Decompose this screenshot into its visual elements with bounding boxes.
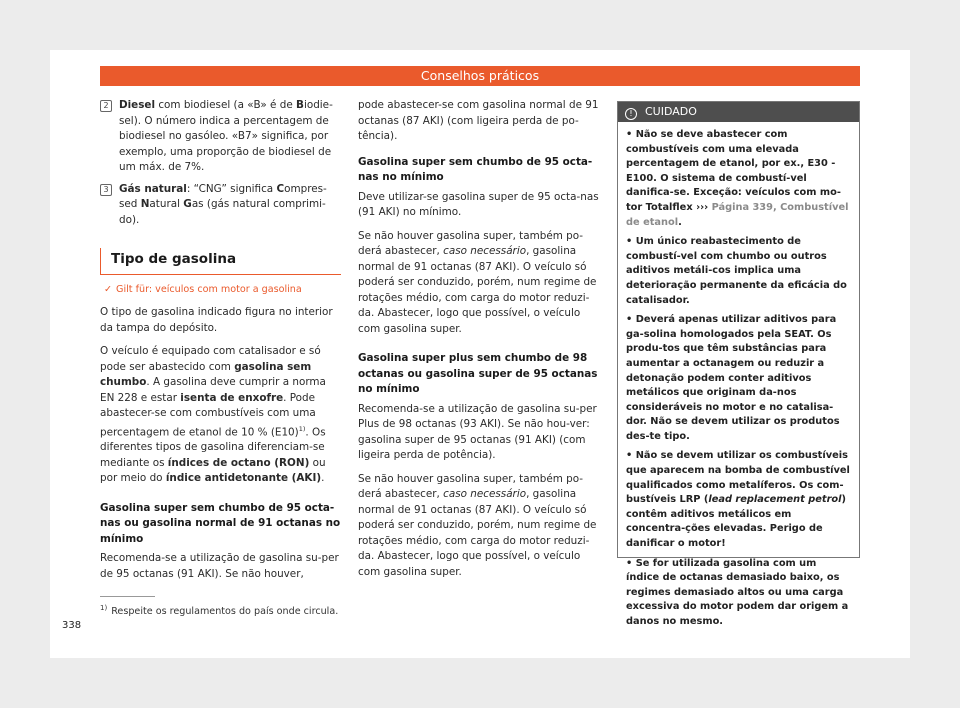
paragraph: Se não houver gasolina super, também po-derá abastecer, caso necessário, gasolina normal de 91 octanas (87 AKI). O veículo só poderá ser conduzido, porém, num regime de rotações médio, com carga do motor reduzi-da. Abastecer, logo que possível, o veículo com gasolina super. bbox=[358, 472, 597, 578]
caution-header bbox=[618, 102, 859, 122]
item-text: com biodiesel (a «B» é de bbox=[155, 99, 297, 111]
middle-column bbox=[358, 98, 601, 588]
paragraph: O veículo é equipado com catalisador e só pode ser abastecido com gasolina sem chumbo. A gasolina deve cumprir a norma EN 228 e estar isenta de enxofre. Pode abastecer-se com combustíveis com uma percentagem de etanol de 10 % $(E10)^{1)}$. Os diferentes tipos de gasolina diferenciam-se mediante os índices de octano (RON) ou por meio do índice antidetonante (AKI). bbox=[100, 345, 326, 485]
paragraph: Recomenda-se a utilização de gasolina su-per Plus de 98 octanas (93 AKI). Se não hou-ver: gasolina super de 95 octanas (91 AKI) (com ligeira perda de potência). bbox=[358, 402, 597, 461]
caution-bullet: • Não se devem utilizar os combustíveis que aparecem na bomba de combustível qualificados como metalíferos. Os com-bustíveis LRP (lead replacement petrol) contêm aditivos metálicos em concentra-ções elevadas. Perigo de danificar o motor! bbox=[626, 450, 850, 550]
caution-bullet: • Deverá apenas utilizar aditivos para ga-solina homologados pela SEAT. Os produ-tos que têm substâncias para aumentar a octanagem ou reduzir a detonação podem conter aditivos metálicos que originam da-nos consideráveis no motor e no catalisa-dor. Não se devem utilizar os produtos des-te tipo. bbox=[626, 314, 840, 442]
term-diesel: Diesel bbox=[119, 99, 156, 111]
warning-icon: ! bbox=[625, 108, 637, 120]
list-item-natural-gas bbox=[100, 182, 341, 229]
paragraph: Recomenda-se a utilização de gasolina su-per de 95 octanas (91 AKI). Se não houver, bbox=[100, 552, 339, 580]
chapter-title: Conselhos práticos bbox=[420, 68, 540, 83]
list-item-diesel bbox=[100, 98, 341, 176]
item-text: ompres-sed bbox=[119, 182, 327, 210]
paragraph: Se não houver gasolina super, também po-derá abastecer, caso necessário, gasolina normal de 91 octanas (87 AKI). O veículo só poderá ser conduzido, porém, num regime de rotações médio, com carga do motor reduzi-da. Abastecer, logo que possível, o veículo com gasolina super. bbox=[358, 229, 597, 335]
caution-bullet: • Se for utilizada gasolina com um índice de octanas demasiado baixo, os regimes demasiado altos ou uma carga excessiva do motor podem dar origem a danos no mesmo. bbox=[626, 557, 849, 627]
caution-box bbox=[617, 101, 860, 627]
item-text: iodie-sel). O número indica a percentagem de biodiesel no gasóleo. «B7» significa, por exemplo, uma proporção de biodiesel de um máx. de 7%. bbox=[119, 99, 333, 173]
applies-to-note bbox=[104, 282, 341, 298]
caution-bullet: • Um único reabastecimento de combustí-vel com chumbo ou outros aditivos metáli-cos implica uma deterioração permanente da eficácia do catalisador. bbox=[626, 236, 847, 306]
subheading: Gasolina super sem chumbo de 95 octa-nas ou gasolina normal de 91 octanas no mínimo bbox=[100, 501, 341, 545]
footnote-mark: 1) bbox=[100, 604, 108, 612]
paragraph: Deve utilizar-se gasolina super de 95 octa-nas (91 AKI) no mínimo. bbox=[358, 190, 599, 218]
footnote-ref: 1) bbox=[298, 424, 306, 433]
paragraph: pode abastecer-se com gasolina normal de 91 octanas (87 AKI) (com ligeira perda de po-tência). bbox=[358, 99, 599, 142]
page-number: 338 bbox=[62, 620, 82, 631]
item-text: atural bbox=[149, 198, 184, 210]
page-reference-link[interactable]: Página 339, Combustível de etanol bbox=[626, 201, 849, 228]
footnote-text: Respeite os regulamentos do país onde circula. bbox=[111, 606, 339, 618]
link-arrow-icon: ››› bbox=[696, 201, 709, 213]
footnote-divider bbox=[100, 596, 155, 597]
caution-bullet: • Não se deve abastecer com combustíveis com uma elevada percentagem de etanol, por ex., E30 - E100. O sistema de combustí-vel danifica-se. Exceção: veículos com mo-tor Totalflex ››› Página 339, Combustível de etanol. bbox=[626, 129, 849, 228]
item-letter: G bbox=[183, 198, 192, 210]
subheading: Gasolina super plus sem chumbo de 98 octanas ou gasolina super de 95 octanas no mínimo bbox=[358, 352, 598, 395]
item-number-badge: 2 bbox=[100, 100, 112, 112]
subheading: Gasolina super sem chumbo de 95 octa-nas no mínimo bbox=[358, 155, 593, 183]
section-title: Tipo de gasolina bbox=[100, 248, 341, 275]
left-column bbox=[100, 98, 341, 590]
item-text: : “CNG” significa bbox=[186, 182, 277, 195]
item-letter: C bbox=[276, 182, 285, 195]
paragraph: O tipo de gasolina indicado figura no interior da tampa do depósito. bbox=[100, 306, 333, 334]
item-letter: N bbox=[140, 198, 150, 210]
caution-body bbox=[618, 122, 859, 630]
item-text: as (gás natural comprimi-do). bbox=[119, 198, 326, 226]
item-number-badge: 3 bbox=[100, 184, 112, 196]
check-icon: ✓ bbox=[104, 283, 113, 295]
caution-title: CUIDADO bbox=[645, 105, 697, 118]
chapter-header bbox=[100, 66, 860, 86]
term-natural-gas: Gás natural bbox=[119, 182, 187, 195]
applies-text: Gilt für: veículos com motor a gasolina bbox=[116, 283, 302, 295]
footnote bbox=[100, 604, 338, 617]
item-letter: B bbox=[296, 99, 304, 111]
